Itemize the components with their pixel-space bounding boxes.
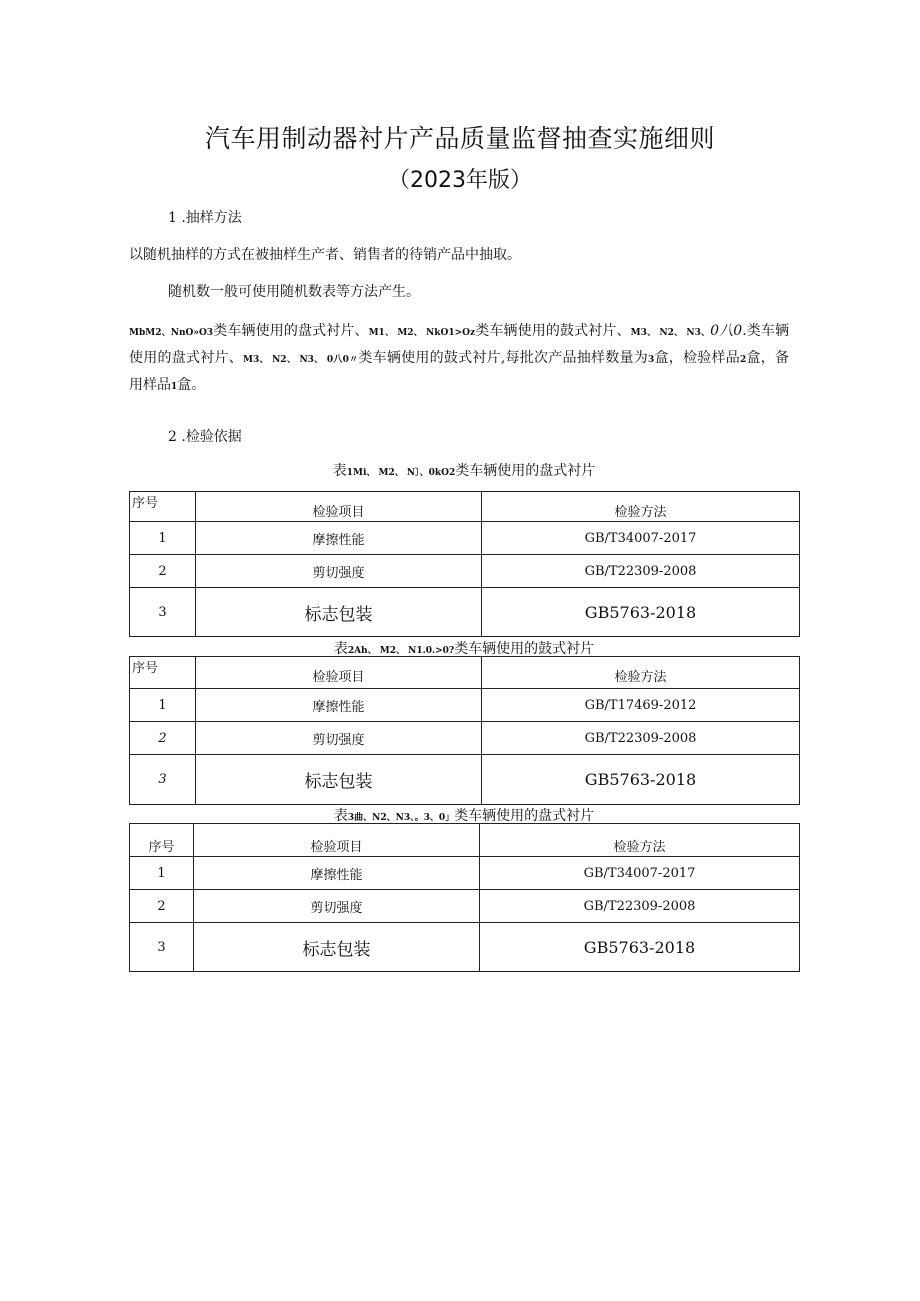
table3-caption (129, 805, 799, 825)
row-item: 剪切强度 (194, 890, 480, 923)
header-item: 检验项目 (194, 824, 480, 857)
section1-para2: 随机数一般可使用随机数表等方法产生。 (168, 284, 420, 300)
table-row (130, 755, 800, 805)
vehicle-class-code: M3、 N2、 N3、 0八0〃 (242, 355, 359, 365)
table-row (130, 555, 800, 588)
header-index: 序号 (130, 657, 196, 689)
caption-prefix: 表 (333, 808, 348, 824)
row-method: GB5763-2018 (482, 755, 800, 805)
table2 (129, 656, 800, 805)
caption-text: 类车辆使用的盘式衬片 (454, 808, 595, 824)
row-item: 摩擦性能 (194, 857, 480, 890)
vehicle-class-code: M1、 M2、 NkO1>Oz (368, 328, 476, 338)
row-item: 标志包装 (196, 588, 482, 637)
table-row (130, 689, 800, 722)
row-method: GB5763-2018 (482, 588, 800, 637)
header-index: 序号 (130, 492, 196, 522)
table1-caption (129, 460, 799, 480)
row-item: 标志包装 (194, 923, 480, 972)
caption-text: 类车辆使用的盘式衬片 (455, 463, 596, 479)
row-index: 1 (130, 522, 196, 555)
row-index: 2 (130, 722, 196, 755)
document-title: 汽车用制动器衬片产品质量监督抽查实施细则 (204, 124, 715, 153)
header-item: 检验项目 (196, 492, 482, 522)
para-text: 盒，检验样品 (654, 350, 740, 366)
table-row (130, 923, 800, 972)
vehicle-class-code: MbM2、NnO»O3 (129, 328, 214, 338)
row-item: 剪切强度 (196, 555, 482, 588)
row-method: GB/T22309-2008 (482, 722, 800, 755)
header-method: 检验方法 (482, 492, 800, 522)
table-row (130, 890, 800, 923)
table1 (129, 491, 800, 637)
header-method: 检验方法 (480, 824, 800, 857)
para-text: 类车辆使用的鼓式衬片,每批次产品抽样数量为 (358, 350, 648, 366)
caption-code: 2Ah、 M2、 N1.0.>0? (347, 646, 455, 656)
para-text: 类车辆使用的鼓式衬片、 (475, 323, 631, 339)
row-index: 3 (130, 588, 196, 637)
caption-code: 1Mi、 M2、 N〕、0kO2 (346, 468, 456, 478)
document-subtitle: （2023年版） (388, 168, 532, 193)
sample-count: 3 (648, 355, 655, 365)
section2-heading: 2 .检验依据 (168, 429, 242, 445)
row-method: GB/T17469-2012 (482, 689, 800, 722)
section1-heading: 1 .抽样方法 (168, 210, 242, 226)
para-text: 盒。 (177, 377, 206, 393)
section1-para3 (129, 319, 789, 400)
table-header-row (130, 657, 800, 689)
table-header-row (130, 824, 800, 857)
caption-code: 3曲、N2、N3、。3、0」 (347, 813, 455, 823)
header-index: 序号 (130, 824, 194, 857)
table-row (130, 522, 800, 555)
caption-prefix: 表 (332, 463, 347, 479)
table2-caption (129, 638, 799, 658)
row-item: 摩擦性能 (196, 522, 482, 555)
table-row (130, 857, 800, 890)
row-method: GB/T34007-2017 (482, 522, 800, 555)
row-index: 3 (130, 755, 196, 805)
table3 (129, 823, 800, 972)
header-item: 检验项目 (196, 657, 482, 689)
para-text: 盒，备用样品 (129, 350, 790, 393)
row-item: 摩擦性能 (196, 689, 482, 722)
row-item: 标志包装 (196, 755, 482, 805)
sample-count: 1 (171, 382, 178, 392)
sample-count: 2 (740, 355, 747, 365)
table-row (130, 722, 800, 755)
row-item: 剪切强度 (196, 722, 482, 755)
row-index: 3 (130, 923, 194, 972)
header-method: 检验方法 (482, 657, 800, 689)
caption-text: 类车辆使用的鼓式衬片 (454, 641, 595, 657)
table-header-row (130, 492, 800, 522)
row-index: 1 (130, 689, 196, 722)
row-method: GB5763-2018 (480, 923, 800, 972)
caption-prefix: 表 (333, 641, 348, 657)
para-text: 0八0. (710, 323, 747, 339)
row-index: 1 (130, 857, 194, 890)
para-text: 类车辆使用的盘式衬片、 (129, 323, 790, 366)
row-method: GB/T22309-2008 (480, 890, 800, 923)
row-index: 2 (130, 555, 196, 588)
table-row (130, 588, 800, 637)
vehicle-class-code: M3、 N2、 N3、 (630, 328, 711, 338)
row-method: GB/T34007-2017 (480, 857, 800, 890)
row-method: GB/T22309-2008 (482, 555, 800, 588)
section1-para1: 以随机抽样的方式在被抽样生产者、销售者的待销产品中抽取。 (129, 247, 521, 263)
row-index: 2 (130, 890, 194, 923)
para-text: 类车辆使用的盘式衬片、 (213, 323, 369, 339)
